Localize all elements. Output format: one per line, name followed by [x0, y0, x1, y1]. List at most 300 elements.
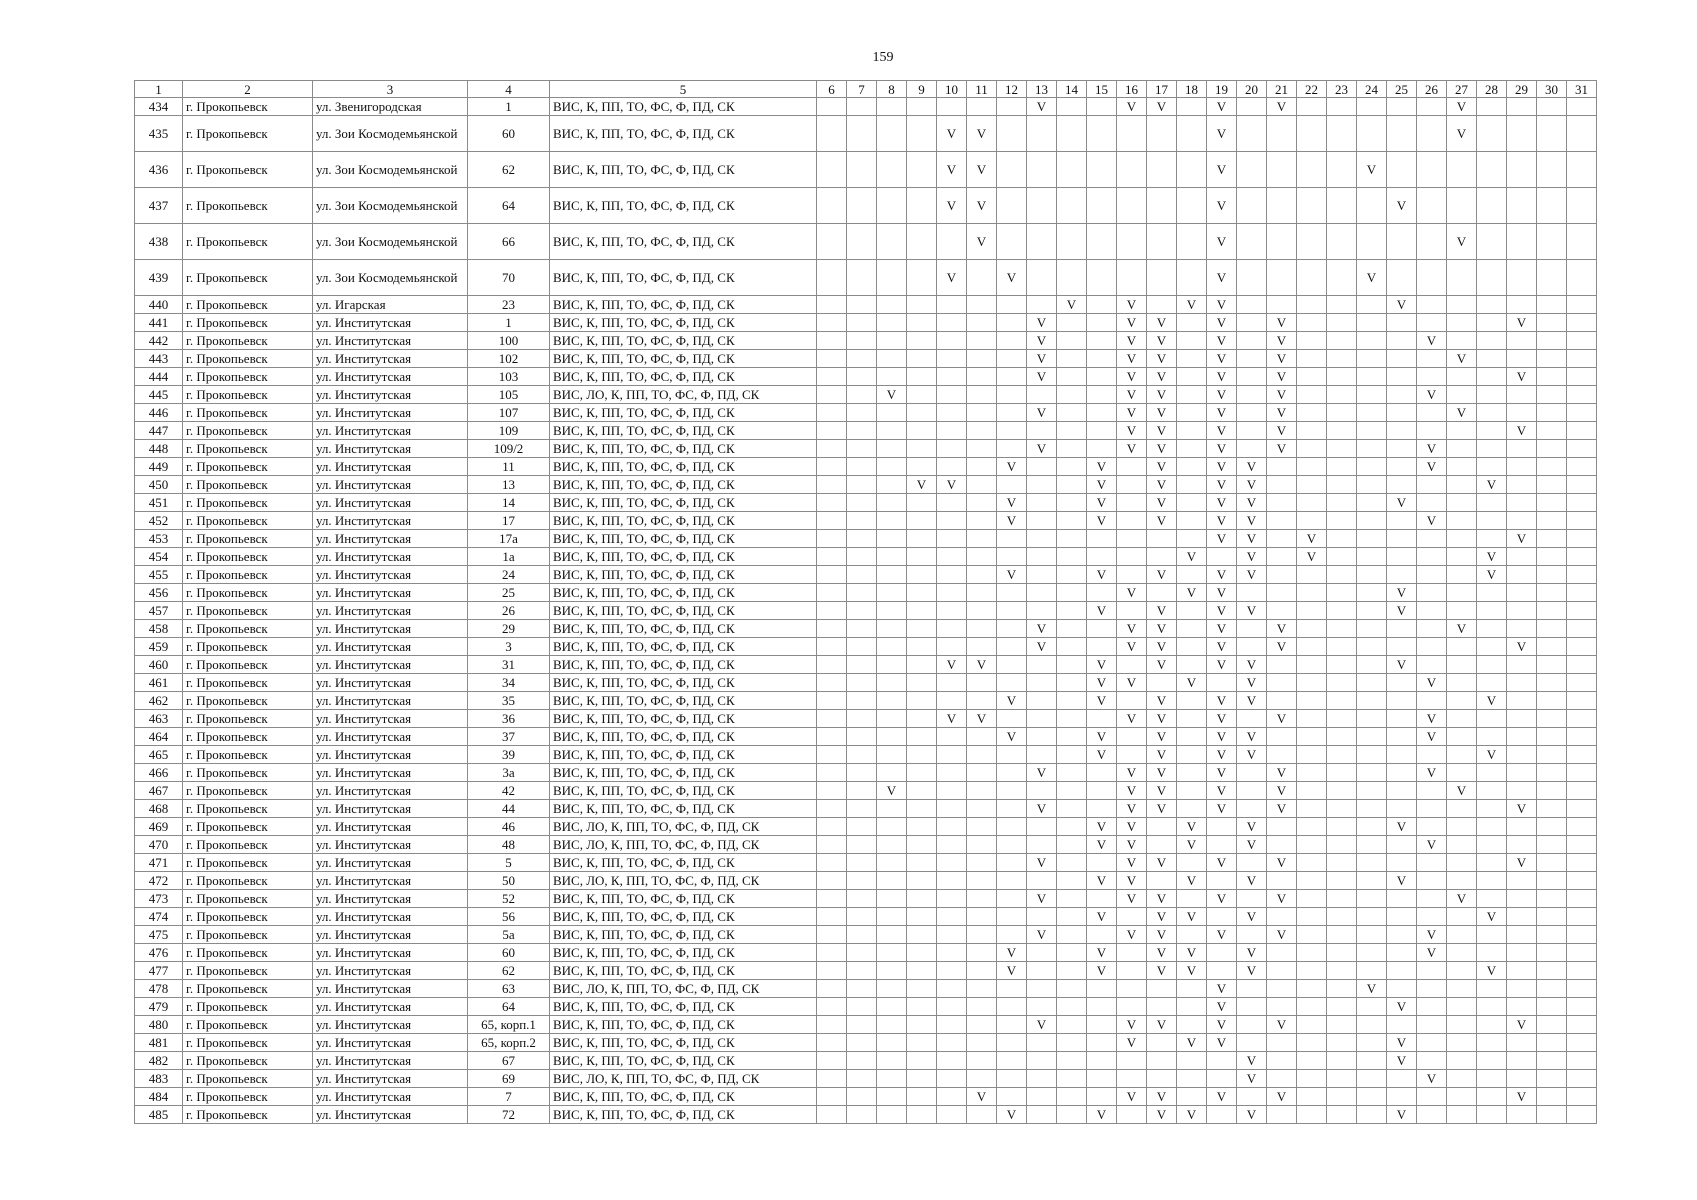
empty-cell-col-29	[1507, 962, 1537, 980]
empty-cell-col-9	[907, 674, 937, 692]
empty-cell-col-6	[817, 980, 847, 998]
empty-cell-col-14	[1057, 602, 1087, 620]
city-cell: г. Прокопьевск	[183, 872, 313, 890]
row-number-cell: 437	[135, 188, 183, 224]
empty-cell-col-12	[997, 584, 1027, 602]
empty-cell-col-22	[1297, 746, 1327, 764]
empty-cell-col-11	[967, 764, 997, 782]
city-cell: г. Прокопьевск	[183, 1088, 313, 1106]
empty-cell-col-31	[1567, 1088, 1597, 1106]
check-mark-col-28: V	[1477, 548, 1507, 566]
empty-cell-col-15	[1087, 332, 1117, 350]
empty-cell-col-29	[1507, 350, 1537, 368]
row-number-cell: 446	[135, 404, 183, 422]
house-cell: 5	[468, 854, 550, 872]
empty-cell-col-13	[1027, 260, 1057, 296]
check-mark-col-25: V	[1387, 494, 1417, 512]
row-number-cell: 449	[135, 458, 183, 476]
empty-cell-col-23	[1327, 440, 1357, 458]
empty-cell-col-6	[817, 638, 847, 656]
empty-cell-col-20	[1237, 350, 1267, 368]
check-mark-col-19: V	[1207, 458, 1237, 476]
check-mark-col-20: V	[1237, 818, 1267, 836]
check-mark-col-16: V	[1117, 710, 1147, 728]
empty-cell-col-30	[1537, 818, 1567, 836]
empty-cell-col-22	[1297, 1070, 1327, 1088]
city-cell: г. Прокопьевск	[183, 602, 313, 620]
empty-cell-col-24	[1357, 728, 1387, 746]
empty-cell-col-8	[877, 656, 907, 674]
check-mark-col-17: V	[1147, 1016, 1177, 1034]
empty-cell-col-29	[1507, 458, 1537, 476]
empty-cell-col-7	[847, 638, 877, 656]
empty-cell-col-25	[1387, 1016, 1417, 1034]
empty-cell-col-23	[1327, 1070, 1357, 1088]
empty-cell-col-21	[1267, 296, 1297, 314]
house-cell: 26	[468, 602, 550, 620]
empty-cell-col-10	[937, 728, 967, 746]
empty-cell-col-13	[1027, 494, 1057, 512]
empty-cell-col-9	[907, 296, 937, 314]
house-cell: 25	[468, 584, 550, 602]
check-mark-col-8: V	[877, 782, 907, 800]
table-row	[135, 584, 1597, 602]
empty-cell-col-22	[1297, 422, 1327, 440]
row-number-cell: 456	[135, 584, 183, 602]
empty-cell-col-24	[1357, 440, 1387, 458]
empty-cell-col-20	[1237, 152, 1267, 188]
empty-cell-col-27	[1447, 944, 1477, 962]
house-cell: 109/2	[468, 440, 550, 458]
empty-cell-col-23	[1327, 116, 1357, 152]
empty-cell-col-22	[1297, 386, 1327, 404]
house-cell: 3а	[468, 764, 550, 782]
column-header-4: 4	[468, 81, 550, 98]
empty-cell-col-11	[967, 728, 997, 746]
empty-cell-col-6	[817, 674, 847, 692]
empty-cell-col-12	[997, 620, 1027, 638]
empty-cell-col-23	[1327, 404, 1357, 422]
check-mark-col-16: V	[1117, 314, 1147, 332]
city-cell: г. Прокопьевск	[183, 332, 313, 350]
street-cell: ул. Институтская	[313, 548, 468, 566]
empty-cell-col-23	[1327, 674, 1357, 692]
empty-cell-col-12	[997, 224, 1027, 260]
empty-cell-col-30	[1537, 152, 1567, 188]
empty-cell-col-25	[1387, 782, 1417, 800]
empty-cell-col-6	[817, 350, 847, 368]
empty-cell-col-27	[1447, 1052, 1477, 1070]
empty-cell-col-11	[967, 800, 997, 818]
check-mark-col-25: V	[1387, 602, 1417, 620]
empty-cell-col-12	[997, 116, 1027, 152]
works-cell: ВИС, К, ПП, ТО, ФС, Ф, ПД, СК	[550, 944, 817, 962]
empty-cell-col-16	[1117, 530, 1147, 548]
check-mark-col-9: V	[907, 476, 937, 494]
empty-cell-col-9	[907, 224, 937, 260]
empty-cell-col-22	[1297, 512, 1327, 530]
empty-cell-col-29	[1507, 836, 1537, 854]
empty-cell-col-8	[877, 836, 907, 854]
empty-cell-col-11	[967, 926, 997, 944]
empty-cell-col-27	[1447, 746, 1477, 764]
empty-cell-col-27	[1447, 926, 1477, 944]
table-row	[135, 494, 1597, 512]
empty-cell-col-17	[1147, 548, 1177, 566]
empty-cell-col-11	[967, 962, 997, 980]
empty-cell-col-12	[997, 638, 1027, 656]
works-cell: ВИС, К, ПП, ТО, ФС, Ф, ПД, СК	[550, 908, 817, 926]
check-mark-col-17: V	[1147, 746, 1177, 764]
empty-cell-col-14	[1057, 188, 1087, 224]
empty-cell-col-19	[1207, 872, 1237, 890]
empty-cell-col-25	[1387, 332, 1417, 350]
empty-cell-col-30	[1537, 332, 1567, 350]
empty-cell-col-13	[1027, 1070, 1057, 1088]
empty-cell-col-9	[907, 890, 937, 908]
street-cell: ул. Институтская	[313, 962, 468, 980]
empty-cell-col-6	[817, 530, 847, 548]
table-row	[135, 1106, 1597, 1124]
empty-cell-col-19	[1207, 962, 1237, 980]
empty-cell-col-26	[1417, 152, 1447, 188]
empty-cell-col-31	[1567, 818, 1597, 836]
check-mark-col-12: V	[997, 962, 1027, 980]
works-cell: ВИС, К, ПП, ТО, ФС, Ф, ПД, СК	[550, 1034, 817, 1052]
street-cell: ул. Институтская	[313, 944, 468, 962]
check-mark-col-18: V	[1177, 548, 1207, 566]
check-mark-col-20: V	[1237, 944, 1267, 962]
row-number-cell: 441	[135, 314, 183, 332]
check-mark-col-15: V	[1087, 692, 1117, 710]
check-mark-col-17: V	[1147, 620, 1177, 638]
check-mark-col-28: V	[1477, 476, 1507, 494]
table-row	[135, 818, 1597, 836]
empty-cell-col-22	[1297, 602, 1327, 620]
check-mark-col-16: V	[1117, 440, 1147, 458]
empty-cell-col-15	[1087, 116, 1117, 152]
street-cell: ул. Зои Космодемьянской	[313, 188, 468, 224]
check-mark-col-17: V	[1147, 962, 1177, 980]
empty-cell-col-9	[907, 998, 937, 1016]
works-cell: ВИС, ЛО, К, ПП, ТО, ФС, Ф, ПД, СК	[550, 980, 817, 998]
column-header-29: 29	[1507, 81, 1537, 98]
empty-cell-col-13	[1027, 224, 1057, 260]
empty-cell-col-14	[1057, 800, 1087, 818]
check-mark-col-18: V	[1177, 674, 1207, 692]
empty-cell-col-18	[1177, 566, 1207, 584]
empty-cell-col-22	[1297, 476, 1327, 494]
empty-cell-col-8	[877, 1034, 907, 1052]
empty-cell-col-20	[1237, 296, 1267, 314]
empty-cell-col-25	[1387, 116, 1417, 152]
empty-cell-col-12	[997, 440, 1027, 458]
check-mark-col-13: V	[1027, 368, 1057, 386]
empty-cell-col-24	[1357, 494, 1387, 512]
empty-cell-col-16	[1117, 728, 1147, 746]
empty-cell-col-15	[1087, 368, 1117, 386]
empty-cell-col-29	[1507, 188, 1537, 224]
house-cell: 11	[468, 458, 550, 476]
row-number-cell: 480	[135, 1016, 183, 1034]
empty-cell-col-26	[1417, 548, 1447, 566]
house-cell: 46	[468, 818, 550, 836]
empty-cell-col-12	[997, 854, 1027, 872]
empty-cell-col-11	[967, 260, 997, 296]
check-mark-col-21: V	[1267, 710, 1297, 728]
row-number-cell: 466	[135, 764, 183, 782]
empty-cell-col-18	[1177, 602, 1207, 620]
check-mark-col-17: V	[1147, 476, 1177, 494]
check-mark-col-21: V	[1267, 890, 1297, 908]
empty-cell-col-31	[1567, 890, 1597, 908]
check-mark-col-29: V	[1507, 530, 1537, 548]
street-cell: ул. Институтская	[313, 602, 468, 620]
works-cell: ВИС, К, ПП, ТО, ФС, Ф, ПД, СК	[550, 998, 817, 1016]
check-mark-col-20: V	[1237, 602, 1267, 620]
empty-cell-col-9	[907, 764, 937, 782]
empty-cell-col-20	[1237, 332, 1267, 350]
check-mark-col-18: V	[1177, 1034, 1207, 1052]
check-mark-col-25: V	[1387, 188, 1417, 224]
works-cell: ВИС, К, ПП, ТО, ФС, Ф, ПД, СК	[550, 224, 817, 260]
city-cell: г. Прокопьевск	[183, 728, 313, 746]
empty-cell-col-27	[1447, 512, 1477, 530]
empty-cell-col-8	[877, 854, 907, 872]
city-cell: г. Прокопьевск	[183, 404, 313, 422]
empty-cell-col-24	[1357, 782, 1387, 800]
empty-cell-col-13	[1027, 1088, 1057, 1106]
check-mark-col-17: V	[1147, 422, 1177, 440]
works-cell: ВИС, К, ПП, ТО, ФС, Ф, ПД, СК	[550, 530, 817, 548]
check-mark-col-20: V	[1237, 962, 1267, 980]
empty-cell-col-7	[847, 1034, 877, 1052]
empty-cell-col-23	[1327, 1106, 1357, 1124]
empty-cell-col-9	[907, 836, 937, 854]
check-mark-col-24: V	[1357, 260, 1387, 296]
check-mark-col-16: V	[1117, 404, 1147, 422]
empty-cell-col-31	[1567, 854, 1597, 872]
street-cell: ул. Институтская	[313, 476, 468, 494]
street-cell: ул. Институтская	[313, 422, 468, 440]
empty-cell-col-29	[1507, 224, 1537, 260]
empty-cell-col-26	[1417, 1088, 1447, 1106]
empty-cell-col-12	[997, 386, 1027, 404]
empty-cell-col-21	[1267, 872, 1297, 890]
row-number-cell: 484	[135, 1088, 183, 1106]
check-mark-col-16: V	[1117, 638, 1147, 656]
empty-cell-col-18	[1177, 458, 1207, 476]
empty-cell-col-30	[1537, 116, 1567, 152]
check-mark-col-28: V	[1477, 962, 1507, 980]
house-cell: 48	[468, 836, 550, 854]
empty-cell-col-25	[1387, 548, 1417, 566]
empty-cell-col-17	[1147, 152, 1177, 188]
column-header-21: 21	[1267, 81, 1297, 98]
empty-cell-col-25	[1387, 404, 1417, 422]
empty-cell-col-15	[1087, 1088, 1117, 1106]
empty-cell-col-29	[1507, 1052, 1537, 1070]
empty-cell-col-21	[1267, 476, 1297, 494]
works-cell: ВИС, К, ПП, ТО, ФС, Ф, ПД, СК	[550, 260, 817, 296]
empty-cell-col-29	[1507, 404, 1537, 422]
street-cell: ул. Институтская	[313, 530, 468, 548]
empty-cell-col-11	[967, 530, 997, 548]
house-cell: 56	[468, 908, 550, 926]
empty-cell-col-8	[877, 152, 907, 188]
empty-cell-col-18	[1177, 620, 1207, 638]
empty-cell-col-19	[1207, 674, 1237, 692]
check-mark-col-19: V	[1207, 494, 1237, 512]
empty-cell-col-31	[1567, 872, 1597, 890]
empty-cell-col-9	[907, 404, 937, 422]
empty-cell-col-26	[1417, 782, 1447, 800]
check-mark-col-19: V	[1207, 926, 1237, 944]
house-cell: 67	[468, 1052, 550, 1070]
empty-cell-col-24	[1357, 872, 1387, 890]
empty-cell-col-9	[907, 566, 937, 584]
empty-cell-col-12	[997, 926, 1027, 944]
table-row	[135, 1034, 1597, 1052]
empty-cell-col-24	[1357, 584, 1387, 602]
empty-cell-col-14	[1057, 782, 1087, 800]
empty-cell-col-17	[1147, 998, 1177, 1016]
city-cell: г. Прокопьевск	[183, 782, 313, 800]
check-mark-col-26: V	[1417, 440, 1447, 458]
check-mark-col-11: V	[967, 656, 997, 674]
works-cell: ВИС, К, ПП, ТО, ФС, Ф, ПД, СК	[550, 1016, 817, 1034]
empty-cell-col-12	[997, 350, 1027, 368]
check-mark-col-13: V	[1027, 350, 1057, 368]
empty-cell-col-21	[1267, 1052, 1297, 1070]
check-mark-col-24: V	[1357, 152, 1387, 188]
check-mark-col-19: V	[1207, 728, 1237, 746]
check-mark-col-18: V	[1177, 296, 1207, 314]
empty-cell-col-7	[847, 1052, 877, 1070]
empty-cell-col-27	[1447, 728, 1477, 746]
empty-cell-col-18	[1177, 440, 1207, 458]
empty-cell-col-22	[1297, 1034, 1327, 1052]
empty-cell-col-30	[1537, 1052, 1567, 1070]
check-mark-col-10: V	[937, 710, 967, 728]
empty-cell-col-29	[1507, 494, 1537, 512]
column-header-2: 2	[183, 81, 313, 98]
empty-cell-col-10	[937, 386, 967, 404]
empty-cell-col-8	[877, 1106, 907, 1124]
check-mark-col-25: V	[1387, 872, 1417, 890]
house-cell: 66	[468, 224, 550, 260]
empty-cell-col-9	[907, 656, 937, 674]
works-cell: ВИС, К, ПП, ТО, ФС, Ф, ПД, СК	[550, 404, 817, 422]
table-row	[135, 368, 1597, 386]
empty-cell-col-18	[1177, 890, 1207, 908]
empty-cell-col-6	[817, 728, 847, 746]
city-cell: г. Прокопьевск	[183, 926, 313, 944]
street-cell: ул. Институтская	[313, 728, 468, 746]
empty-cell-col-10	[937, 1052, 967, 1070]
empty-cell-col-28	[1477, 404, 1507, 422]
column-header-14: 14	[1057, 81, 1087, 98]
empty-cell-col-12	[997, 674, 1027, 692]
empty-cell-col-28	[1477, 1016, 1507, 1034]
empty-cell-col-24	[1357, 548, 1387, 566]
empty-cell-col-30	[1537, 368, 1567, 386]
check-mark-col-27: V	[1447, 782, 1477, 800]
empty-cell-col-26	[1417, 1034, 1447, 1052]
empty-cell-col-27	[1447, 188, 1477, 224]
empty-cell-col-24	[1357, 530, 1387, 548]
empty-cell-col-6	[817, 872, 847, 890]
city-cell: г. Прокопьевск	[183, 368, 313, 386]
empty-cell-col-12	[997, 476, 1027, 494]
check-mark-col-19: V	[1207, 152, 1237, 188]
check-mark-col-19: V	[1207, 1016, 1237, 1034]
empty-cell-col-31	[1567, 332, 1597, 350]
empty-cell-col-6	[817, 764, 847, 782]
empty-cell-col-31	[1567, 350, 1597, 368]
empty-cell-col-27	[1447, 566, 1477, 584]
check-mark-col-15: V	[1087, 818, 1117, 836]
empty-cell-col-24	[1357, 602, 1387, 620]
empty-cell-col-16	[1117, 944, 1147, 962]
empty-cell-col-6	[817, 98, 847, 116]
empty-cell-col-23	[1327, 368, 1357, 386]
empty-cell-col-11	[967, 494, 997, 512]
check-mark-col-17: V	[1147, 440, 1177, 458]
empty-cell-col-14	[1057, 98, 1087, 116]
empty-cell-col-25	[1387, 728, 1417, 746]
empty-cell-col-9	[907, 332, 937, 350]
empty-cell-col-13	[1027, 728, 1057, 746]
empty-cell-col-30	[1537, 314, 1567, 332]
check-mark-col-11: V	[967, 1088, 997, 1106]
empty-cell-col-15	[1087, 584, 1117, 602]
empty-cell-col-18	[1177, 494, 1207, 512]
table-row	[135, 1016, 1597, 1034]
empty-cell-col-30	[1537, 188, 1567, 224]
empty-cell-col-18	[1177, 656, 1207, 674]
empty-cell-col-27	[1447, 962, 1477, 980]
empty-cell-col-31	[1567, 692, 1597, 710]
empty-cell-col-13	[1027, 386, 1057, 404]
empty-cell-col-18	[1177, 152, 1207, 188]
empty-cell-col-26	[1417, 1016, 1447, 1034]
empty-cell-col-30	[1537, 602, 1567, 620]
empty-cell-col-18	[1177, 1052, 1207, 1070]
check-mark-col-26: V	[1417, 512, 1447, 530]
empty-cell-col-7	[847, 980, 877, 998]
empty-cell-col-15	[1087, 314, 1117, 332]
table-row	[135, 1070, 1597, 1088]
street-cell: ул. Институтская	[313, 368, 468, 386]
empty-cell-col-13	[1027, 1106, 1057, 1124]
column-header-31: 31	[1567, 81, 1597, 98]
row-number-cell: 476	[135, 944, 183, 962]
empty-cell-col-9	[907, 926, 937, 944]
empty-cell-col-12	[997, 836, 1027, 854]
check-mark-col-16: V	[1117, 926, 1147, 944]
check-mark-col-19: V	[1207, 764, 1237, 782]
empty-cell-col-6	[817, 782, 847, 800]
empty-cell-col-22	[1297, 224, 1327, 260]
empty-cell-col-23	[1327, 728, 1357, 746]
house-cell: 62	[468, 962, 550, 980]
empty-cell-col-10	[937, 458, 967, 476]
table-row	[135, 476, 1597, 494]
empty-cell-col-15	[1087, 1034, 1117, 1052]
check-mark-col-21: V	[1267, 422, 1297, 440]
empty-cell-col-10	[937, 980, 967, 998]
